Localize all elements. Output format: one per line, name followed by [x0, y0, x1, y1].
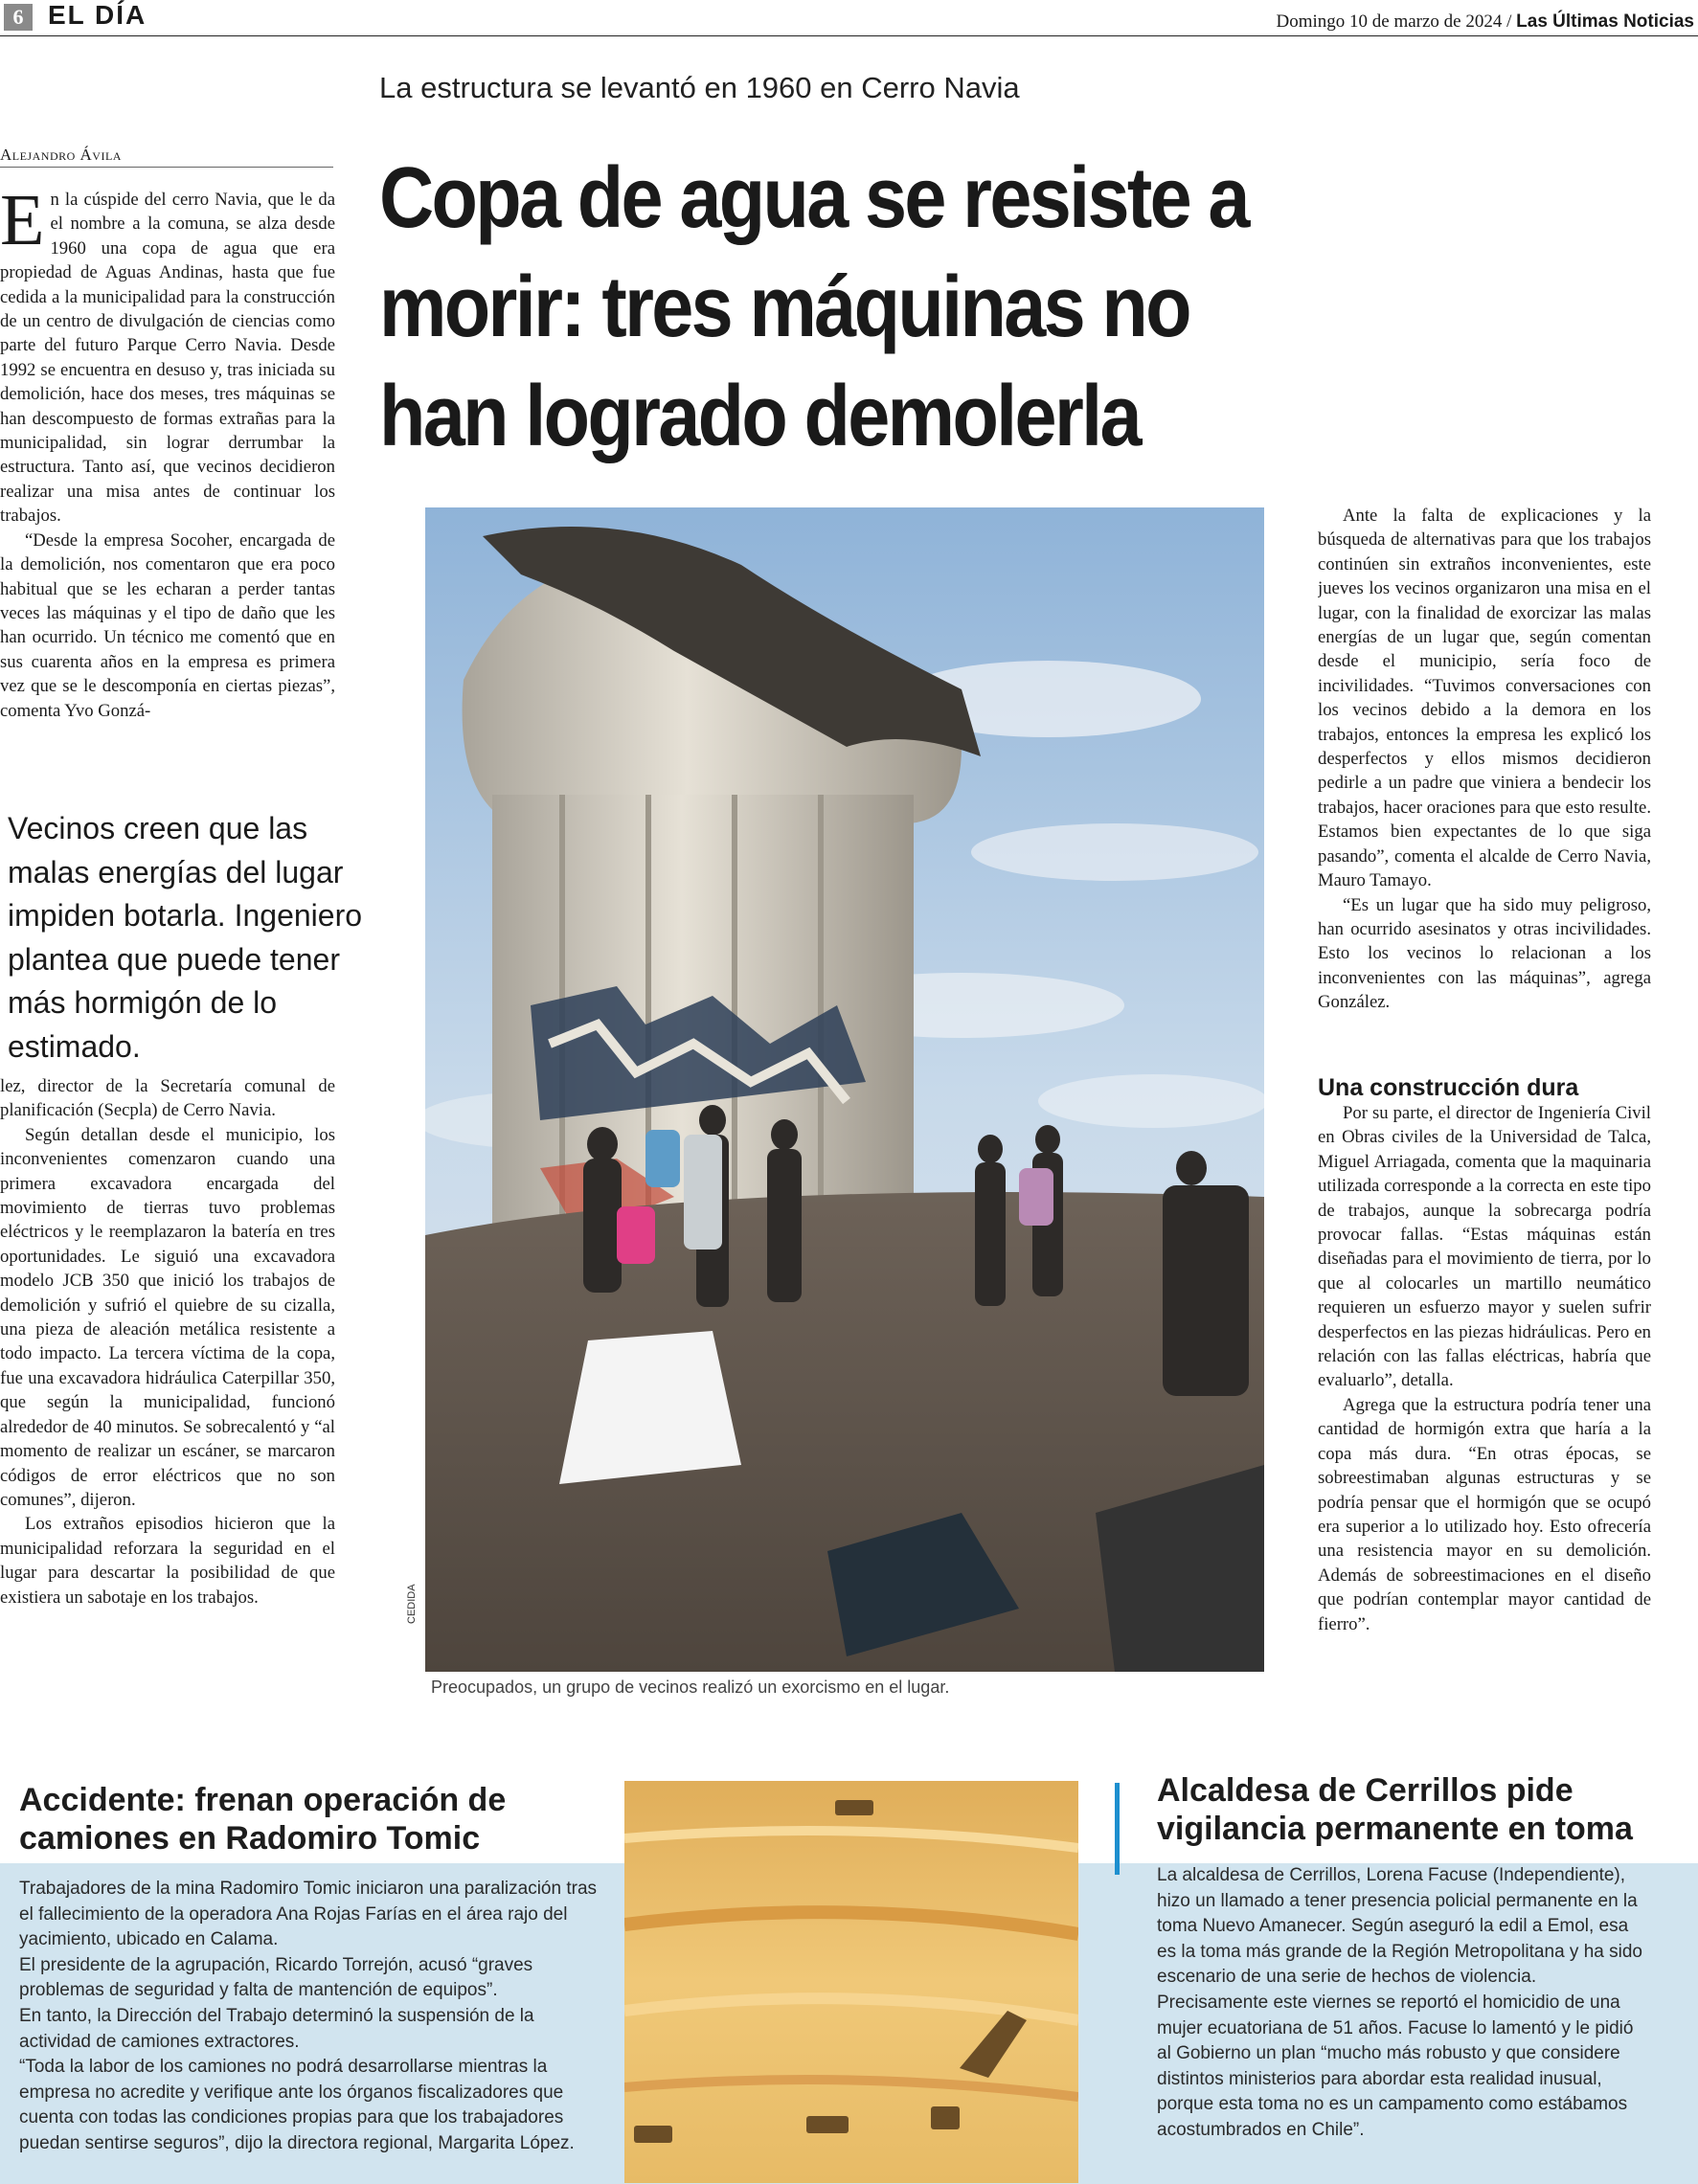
paragraph: El presidente de la agrupación, Ricardo Torrejón, acusó “graves problemas de seguridad y falta de mantención de equipos”. — [19, 1954, 533, 2001]
section-name: EL DÍA — [48, 0, 147, 30]
paragraph: Los extraños episodios hicieron que la municipalidad reforzara la seguridad en el lugar para descartar la posibilidad de que existiera un sabotaje en los trabajos. — [0, 1514, 335, 1608]
article-subhead: Una construcción dura — [1318, 1074, 1579, 1101]
brief-right-body — [1157, 1863, 1645, 2144]
article-column-1-continued — [0, 1074, 335, 1697]
article-column-1 — [0, 188, 335, 787]
mine-photo — [624, 1781, 1078, 2183]
page-header — [0, 0, 1698, 36]
paragraph: “Es un lugar que ha sido muy peligroso, han ocurrido asesinatos y otras incivilidades. Esto los vecinos lo relacionan a los inconvenientes con las máquinas”, agrega González. — [1318, 894, 1651, 1013]
paragraph: “Desde la empresa Socoher, encargada de la demolición, nos comentaron que era poco habitual que se les echaran a perder tantas veces las máquinas y el tipo de daño que les han ocurrido. Un técnico me comentó que en sus cuarenta años en la empresa es primera vez que se le descomponía en ciertas piezas”, comenta Yvo Gonzá- — [0, 529, 335, 721]
paragraph: La alcaldesa de Cerrillos, Lorena Facuse (Independiente), hizo un llamado a tener presencia policial permanente en la toma Nuevo Amanecer. Según aseguró la edil a Emol, esa es la toma más grande de la Región Metropolitana y ha sido escenario de una serie de hechos de violencia. — [1157, 1865, 1642, 1988]
paragraph: Trabajadores de la mina Radomiro Tomic iniciaron una paralización tras el fallecimiento de la operadora Ana Rojas Farías en el área rajo del yacimiento, ubicado en Calama. — [19, 1879, 598, 1950]
paragraph: Por su parte, el director de Ingeniería Civil en Obras civiles de la Universidad de Talca, Miguel Arriagada, comenta que la maquinaria utilizada corresponde a la correcta en este tipo de trabajos, aunque la sobrecarga podría provocar fallas. “Estas máquinas están diseñadas para el movimiento de tierra, por lo que al colocarles un martillo neumático requieren un esfuerzo mayor y suelen sufrir desperfectos en las piezas hidráulicas. Pero en relación con las fallas eléctricas, habría que evaluarlo”, detalla. — [1318, 1103, 1651, 1391]
date: Domingo 10 de marzo de 2024 / — [1276, 11, 1517, 32]
paragraph: lez, director de la Secretaría comunal de planificación (Secpla) de Cerro Navia. — [0, 1076, 335, 1121]
headline-line-1: Copa de agua se resiste a — [379, 150, 1248, 246]
paragraph: En tanto, la Dirección del Trabajo determinó la suspensión de la actividad de camiones extractores. — [19, 2005, 534, 2052]
accent-rule — [1115, 1783, 1120, 1875]
dateline — [1277, 11, 1695, 33]
paragraph: En la cúspide del cerro Navia, que le da el nombre a la comuna, se alza desde 1960 una copa de agua que era propiedad de Aguas Andinas, hasta que fue cedida a la municipalidad para la construcción de un centro de divulgación de ciencias como parte del futuro Parque Cerro Navia. Desde 1992 se encuentra en desuso y, tras iniciada su demolición, hace dos meses, tres máquinas se han descompuesto de formas extrañas para la municipalidad, sin lograr derrumbar la estructura. Tanto así, que vecinos decidieron realizar una misa antes de continuar los trabajos. — [0, 188, 335, 527]
article-column-3 — [1318, 504, 1651, 1072]
headline-line-3: han logrado demolerla — [379, 369, 1140, 464]
brief-right-title: Alcaldesa de Cerrillos pide vigilancia permanente en toma — [1157, 1772, 1633, 1847]
paragraph: Ante la falta de explicaciones y la búsqueda de alternativas para que los trabajos continúen sin extraños inconvenientes, este jueves los vecinos organizaron una misa en el lugar, con la finalidad de exorcizar las malas energías de un lugar que, según comentan desde el municipio, sería foco de incivilidades. “Tuvimos conversaciones con los vecinos debido a la demora en los trabajos, entonces la empresa les explicó los desperfectos y ellos mismos decidieron pedirle a un padre que viniera a bendecir los trabajos, hacer oraciones para que esto resulte. Estamos bien expectantes de lo que siga pasando”, comenta el alcalde de Cerro Navia, Mauro Tamayo. — [1318, 506, 1651, 891]
byline: Alejandro Ávila — [0, 146, 333, 168]
drop-cap: E — [0, 188, 45, 260]
brief-left-title: Accidente: frenan operación de camiones en Radomiro Tomic — [19, 1782, 507, 1857]
main-photo-water-tower — [425, 507, 1264, 1672]
headline-line-2: morir: tres máquinas no — [379, 259, 1189, 355]
article-column-3-continued — [1318, 1101, 1651, 1704]
brief-left-body — [19, 1877, 607, 2157]
photo-credit: CEDIDA — [406, 1584, 418, 1624]
paper-name: Las Últimas Noticias — [1516, 11, 1694, 32]
paragraph: Según detallan desde el municipio, los inconvenientes comenzaron cuando una primera excavadora encargada del movimiento de tierras tuvo problemas eléctricos y le reemplazaron la batería en tres oportunidades. Le siguió una excavadora modelo JCB 350 que inició los trabajos de demolición y sufrió el quiebre de su cizalla, una pieza de aleación metálica resistente a todo impacto. La tercera víctima de la copa, fue una excavadora hidráulica Caterpillar 350, que según la municipalidad, funcionó alrededor de 40 minutos. Se sobrecalentó y “al momento de realizar un escáner, se marcaron códigos de error eléctricos que no son comunes”, dijeron. — [0, 1124, 335, 1510]
open-pit-mine-illustration — [624, 1781, 1078, 2183]
headline — [379, 144, 1391, 471]
photo-caption: Preocupados, un grupo de vecinos realizó un exorcismo en el lugar. — [431, 1677, 950, 1697]
water-tower-illustration — [425, 507, 1264, 1672]
paragraph: Precisamente este viernes se reportó el homicidio de una mujer ecuatoriana de 51 años. Facuse lo lamentó y le pidió al Gobierno un plan “mucho más robusto y que considere distintos ministerios para abordar esta realidad inusual, porque esta toma no es un campamento como estábamos acostumbrados en Chile”. — [1157, 1992, 1634, 2140]
paragraph: Agrega que la estructura podría tener una cantidad de hormigón extra que haría a la copa más dura. “En otras épocas, se sobreestimaban algunas estructuras y se podría pensar que el hormigón que se ocupó era superior a lo utilizado hoy. Esto ofrecería una resistencia mayor en su demolición. Además de sobreestimaciones en el diseño que podrían contemplar mayor cantidad de fierro”. — [1318, 1394, 1651, 1634]
paragraph: “Toda la labor de los camiones no podrá desarrollarse mientras la empresa no acredite y verifique ante los órganos fiscalizadores que cuenta con todas las condiciones propias para que los trabajadores puedan sentirse seguros”, dijo la directora regional, Margarita López. — [19, 2057, 575, 2153]
article-kicker: La estructura se levantó en 1960 en Cerro Navia — [379, 71, 1020, 104]
pull-quote: Vecinos creen que las malas energías del lugar impiden botarla. Ingeniero plantea que puede tener más hormigón de lo estimado. — [8, 811, 363, 1064]
page-number: 6 — [4, 4, 33, 31]
